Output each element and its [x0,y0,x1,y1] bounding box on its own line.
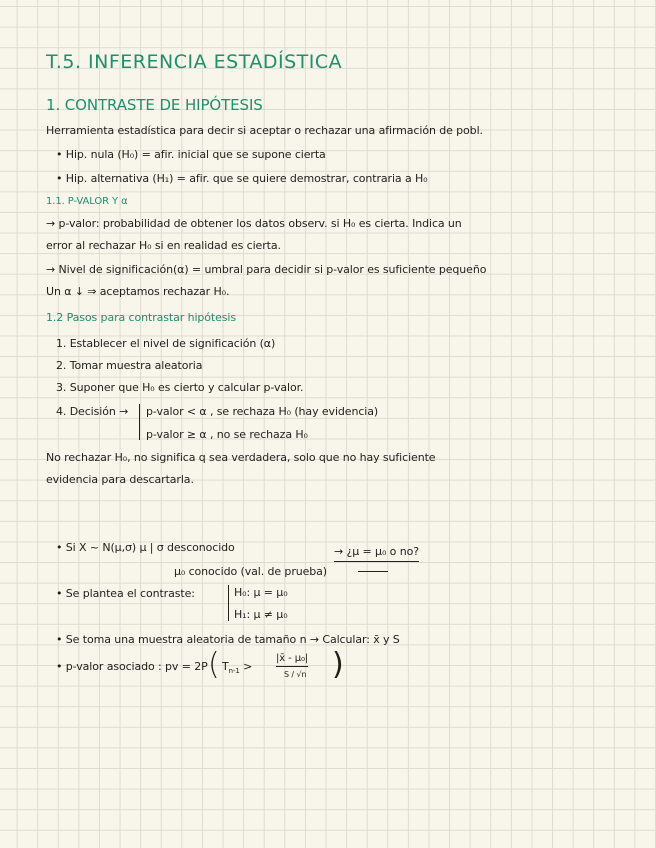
underline [358,571,388,572]
decision-brace [139,404,144,440]
text-line: μ₀ conocido (val. de prueba) [174,565,327,578]
t-symbol: T [222,660,229,673]
subsection-heading: 1.2 Pasos para contrastar hipótesis [46,311,237,324]
bullet: • Se toma una muestra aleatoria de tamaño n → Calcular: x̄ y S [56,633,400,646]
step: 4. Decisión → [56,405,129,418]
decision-option: p-valor < α , se rechaza H₀ (hay evidencia) [146,405,379,418]
text-line: No rechazar H₀, no significa q sea verdadera, solo que no hay suficiente [46,451,436,464]
step: 2. Tomar muestra aleatoria [56,359,203,372]
text-line: error al rechazar H₀ si en realidad es cierta. [46,239,281,252]
paren-close: ) [332,647,344,682]
gt-symbol: > [243,660,253,673]
text-line: → Nivel de significación(α) = umbral para decidir si p-valor es suficiente pequeño [46,263,487,276]
formula-t [222,660,252,678]
subsection-heading: 1.1. P-VALOR Y α [46,196,128,207]
section-heading: 1. CONTRASTE DE HIPÓTESIS [46,96,263,114]
formula-denominator: S / √n [284,670,307,679]
formula-numerator: |x̄ - μ₀| [276,652,308,667]
bullet: • Hip. alternativa (H₁) = afir. que se quiere demostrar, contraria a H₀ [56,172,428,185]
paren-open: ( [208,647,220,682]
text-line: evidencia para descartarla. [46,473,194,486]
bullet: • Si X ~ N(μ,σ) μ | σ desconocido [56,541,235,554]
question: → ¿μ = μ₀ o no? [334,545,419,562]
contrast-brace [228,585,233,621]
t-subscript: n-1 [228,667,240,676]
bullet: • Hip. nula (H₀) = afir. inicial que se supone cierta [56,148,326,161]
alt-hypothesis: H₁: μ ≠ μ₀ [234,608,288,621]
intro-text: Herramienta estadística para decir si aceptar o rechazar una afirmación de pobl. [46,124,483,137]
null-hypothesis: H₀: μ = μ₀ [234,586,288,599]
text-line: → p-valor: probabilidad de obtener los datos observ. si H₀ es cierta. Indica un [46,217,462,230]
step: 1. Establecer el nivel de significación (α) [56,337,276,350]
page-title: T.5. INFERENCIA ESTADÍSTICA [46,51,343,73]
bullet: • Se plantea el contraste: [56,587,195,600]
text-line: Un α ↓ ⇒ aceptamos rechazar H₀. [46,285,230,298]
step: 3. Suponer que H₀ es cierto y calcular p-valor. [56,381,304,394]
bullet: • p-valor asociado : pv = 2P [56,660,208,673]
decision-option: p-valor ≥ α , no se rechaza H₀ [146,428,308,441]
